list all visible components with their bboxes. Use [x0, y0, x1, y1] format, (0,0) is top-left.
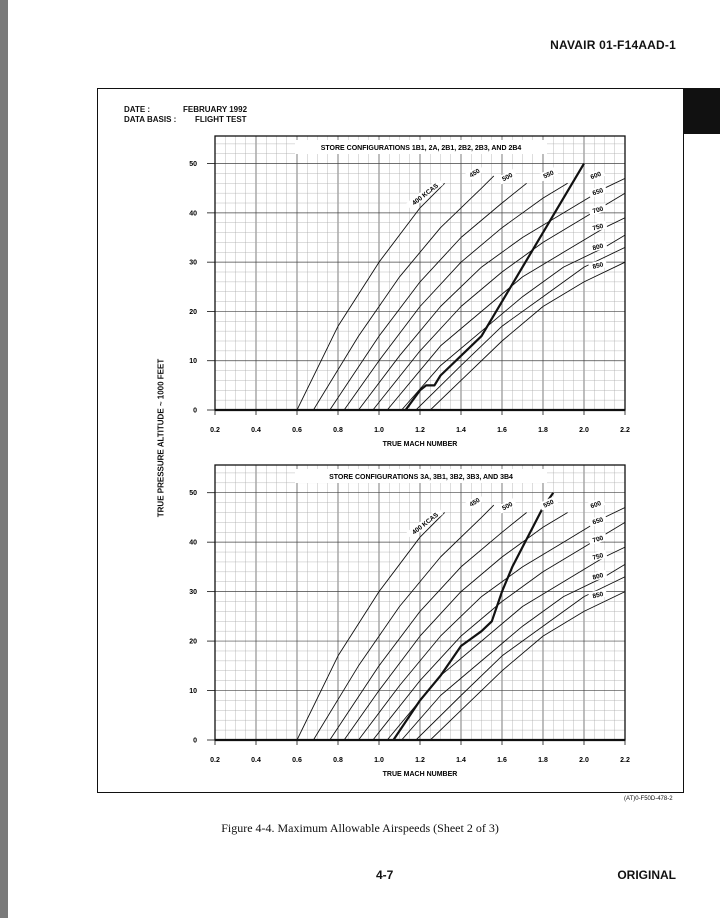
curve-label-text: 550 — [542, 169, 556, 181]
curve-label-text: 850 — [591, 590, 605, 601]
y-tick-label: 0 — [193, 737, 197, 745]
curve-label — [586, 497, 606, 511]
page-status: ORIGINAL — [617, 868, 676, 882]
curve-label-text: 450 — [468, 496, 482, 509]
chart-2 — [189, 465, 630, 778]
y-tick-label: 30 — [189, 589, 197, 597]
kcas-curve-800 — [416, 577, 625, 740]
chart-grid — [215, 136, 625, 410]
x-tick-label: 0.4 — [251, 427, 261, 434]
kcas-curve-550 — [344, 513, 567, 741]
kcas-curve-850 — [430, 262, 625, 410]
data-basis-label: DATA BASIS : — [124, 115, 177, 124]
curve-label-text: 600 — [589, 170, 603, 182]
kcas-curve-500 — [330, 513, 527, 741]
x-tick-label: 0.6 — [292, 427, 302, 434]
x-tick-label: 1.0 — [374, 427, 384, 434]
curve-label-text: 650 — [591, 187, 605, 198]
figure-reference: (AT)0-F50D-478-2 — [624, 796, 673, 802]
curve-label-text: 750 — [591, 222, 605, 233]
curve-label — [497, 169, 517, 185]
x-tick-label: 2.2 — [620, 757, 630, 764]
x-tick-label: 2.2 — [620, 427, 630, 434]
x-tick-label: 1.4 — [456, 757, 466, 764]
curve-label — [586, 168, 606, 182]
x-tick-label: 0.2 — [210, 757, 220, 764]
curve-label-text: 450 — [468, 167, 482, 180]
curve-label-text: 600 — [589, 500, 603, 511]
x-tick-label: 1.6 — [497, 757, 507, 764]
x-tick-label: 1.4 — [456, 427, 466, 434]
y-tick-label: 0 — [193, 407, 197, 415]
x-tick-label: 0.4 — [251, 757, 261, 764]
kcas-curve-400 — [297, 513, 445, 741]
y-tick-label: 20 — [189, 308, 197, 316]
chart-title-box — [295, 469, 547, 483]
curve-label-text: 400 KCAS — [411, 182, 440, 208]
curve-label-text: 400 KCAS — [411, 511, 440, 537]
y-tick-label: 10 — [189, 358, 197, 366]
x-tick-label: 0.6 — [292, 757, 302, 764]
y-tick-label: 10 — [189, 688, 197, 696]
kcas-curve-500 — [330, 183, 527, 410]
x-tick-label: 0.8 — [333, 427, 343, 434]
y-tick-label: 50 — [189, 490, 197, 498]
curve-label-text: 800 — [591, 572, 605, 582]
x-tick-label: 2.0 — [579, 757, 589, 764]
kcas-curve-750 — [402, 564, 625, 740]
page-number: 4-7 — [376, 868, 394, 882]
curve-label-text: 700 — [591, 205, 605, 216]
kcas-curve-850 — [430, 592, 625, 740]
data-basis-value: FLIGHT TEST — [195, 115, 247, 124]
x-tick-label: 1.0 — [374, 757, 384, 764]
y-axis-title: TRUE PRESSURE ALTITUDE ~ 1000 FEET — [156, 358, 166, 518]
kcas-curve-550 — [344, 183, 567, 410]
document-id: NAVAIR 01-F14AAD-1 — [550, 38, 676, 52]
date-label: DATE : — [124, 105, 151, 114]
curve-label — [539, 167, 559, 182]
x-tick-label: 1.2 — [415, 757, 425, 764]
x-tick-label: 1.6 — [497, 427, 507, 434]
chart-title-box — [295, 140, 547, 154]
y-tick-label: 30 — [189, 259, 197, 267]
curve-label-text: 800 — [591, 242, 605, 253]
y-tick-label: 20 — [189, 638, 197, 646]
kcas-curve-400 — [297, 183, 445, 410]
chart-title: STORE CONFIGURATIONS 3A, 3B1, 3B2, 3B3, AND 3B4 — [329, 474, 513, 481]
x-axis-title: TRUE MACH NUMBER — [382, 771, 458, 778]
x-tick-label: 1.2 — [415, 427, 425, 434]
chart-title: STORE CONFIGURATIONS 1B1, 2A, 2B1, 2B2, 2B3, AND 2B4 — [320, 145, 522, 152]
x-tick-label: 0.2 — [210, 427, 220, 434]
x-tick-label: 1.8 — [538, 427, 548, 434]
y-tick-label: 50 — [189, 161, 197, 169]
curve-label-text: 750 — [591, 552, 605, 562]
curve-label-text: 550 — [542, 498, 556, 510]
curve-label-text: 650 — [591, 516, 605, 527]
curve-label-text: 500 — [501, 500, 515, 513]
x-tick-label: 1.8 — [538, 757, 548, 764]
curve-label-text: 700 — [591, 534, 605, 545]
curve-label-text: 850 — [591, 261, 605, 271]
figure-caption: Figure 4-4. Maximum Allowable Airspeeds (Sheet 2 of 3) — [221, 821, 499, 835]
curve-label-text: 500 — [501, 171, 515, 184]
curve-label — [497, 498, 517, 514]
y-tick-label: 40 — [189, 210, 197, 218]
y-tick-label: 40 — [189, 539, 197, 547]
x-axis-title: TRUE MACH NUMBER — [382, 441, 458, 448]
curve-label — [406, 178, 443, 210]
chart-1 — [189, 136, 630, 448]
x-tick-label: 2.0 — [579, 427, 589, 434]
date-value: FEBRUARY 1992 — [183, 105, 248, 114]
x-tick-label: 0.8 — [333, 757, 343, 764]
